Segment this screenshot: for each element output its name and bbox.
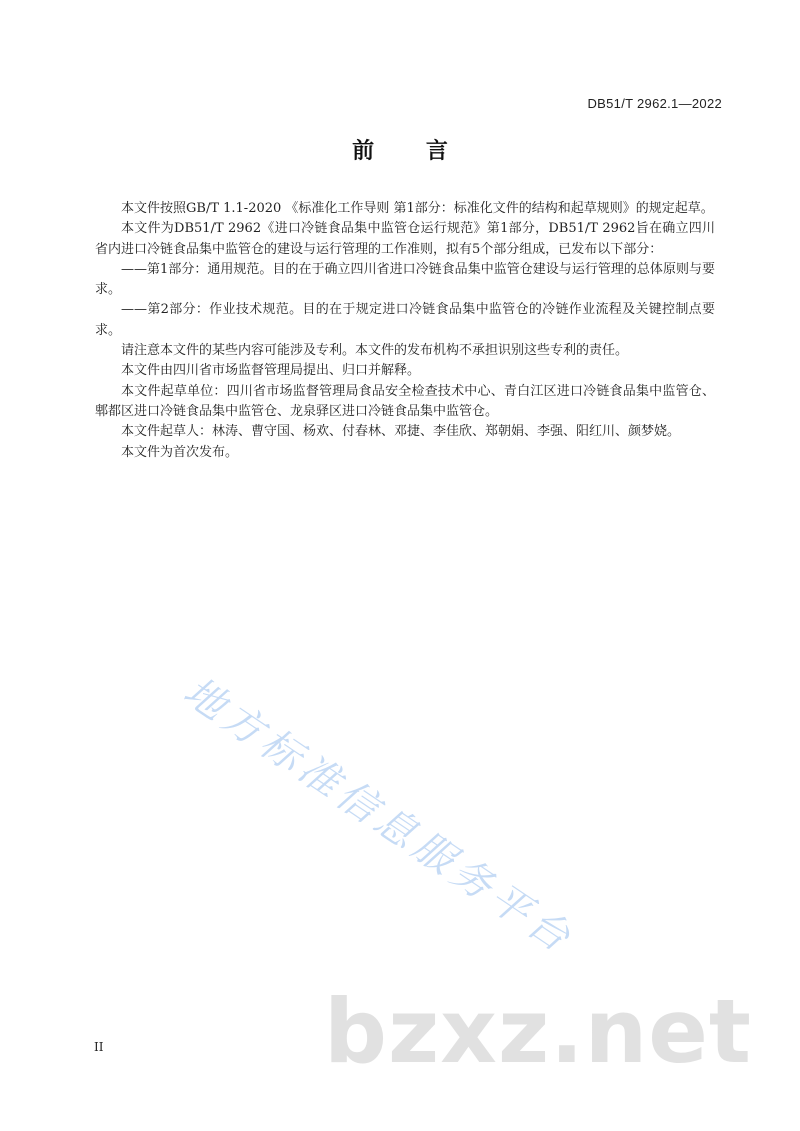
paragraph-proposer: 本文件由四川省市场监督管理局提出、归口并解释。 [121,363,421,379]
watermark-platform: 地方标准信息服务平台 [175,668,583,964]
paragraph-drafters: 本文件起草人：林涛、曹守国、杨欢、付春林、邓捷、李佳欣、郑朝娟、李强、阳红川、颜梦娆。 [121,424,681,440]
watermark-site: bzxz.net [323,980,752,1083]
document-body [95,199,715,463]
paragraph-drafting-units: 本文件起草单位：四川省市场监督管理局食品安全检查技术中心、青白江区进口冷链食品集中监管仓、郫都区进口冷链食品集中监管仓、龙泉驿区进口冷链食品集中监管仓。 [95,383,715,419]
paragraph-document-parts: 本文件为DB51/T 2962《进口冷链食品集中监管仓运行规范》第1部分，DB51/T 2962旨在确立四川省内进口冷链食品集中监管仓的建设与运行管理的工作准则，拟有5个部分组成，已发布以下部分： [95,221,715,257]
page-number: II [94,1040,104,1054]
list-item-part-1: ——第1部分：通用规范。目的在于确立四川省进口冷链食品集中监管仓建设与运行管理的总体原则与要求。 [95,261,715,298]
paragraph-patent-notice: 请注意本文件的某些内容可能涉及专利。本文件的发布机构不承担识别这些专利的责任。 [121,343,629,359]
paragraph-drafting-rules: 本文件按照GB/T 1.1-2020 《标准化工作导则 第1部分：标准化文件的结构和起草规则》的规定起草。 [121,201,714,216]
document-code: DB51/T 2962.1—2022 [587,96,722,111]
list-item-part-2: ——第2部分：作业技术规范。目的在于规定进口冷链食品集中监管仓的冷链作业流程及关键控制点要求。 [95,302,715,338]
paragraph-first-release: 本文件为首次发布。 [121,444,239,460]
page-title: 前 言 [352,139,470,164]
